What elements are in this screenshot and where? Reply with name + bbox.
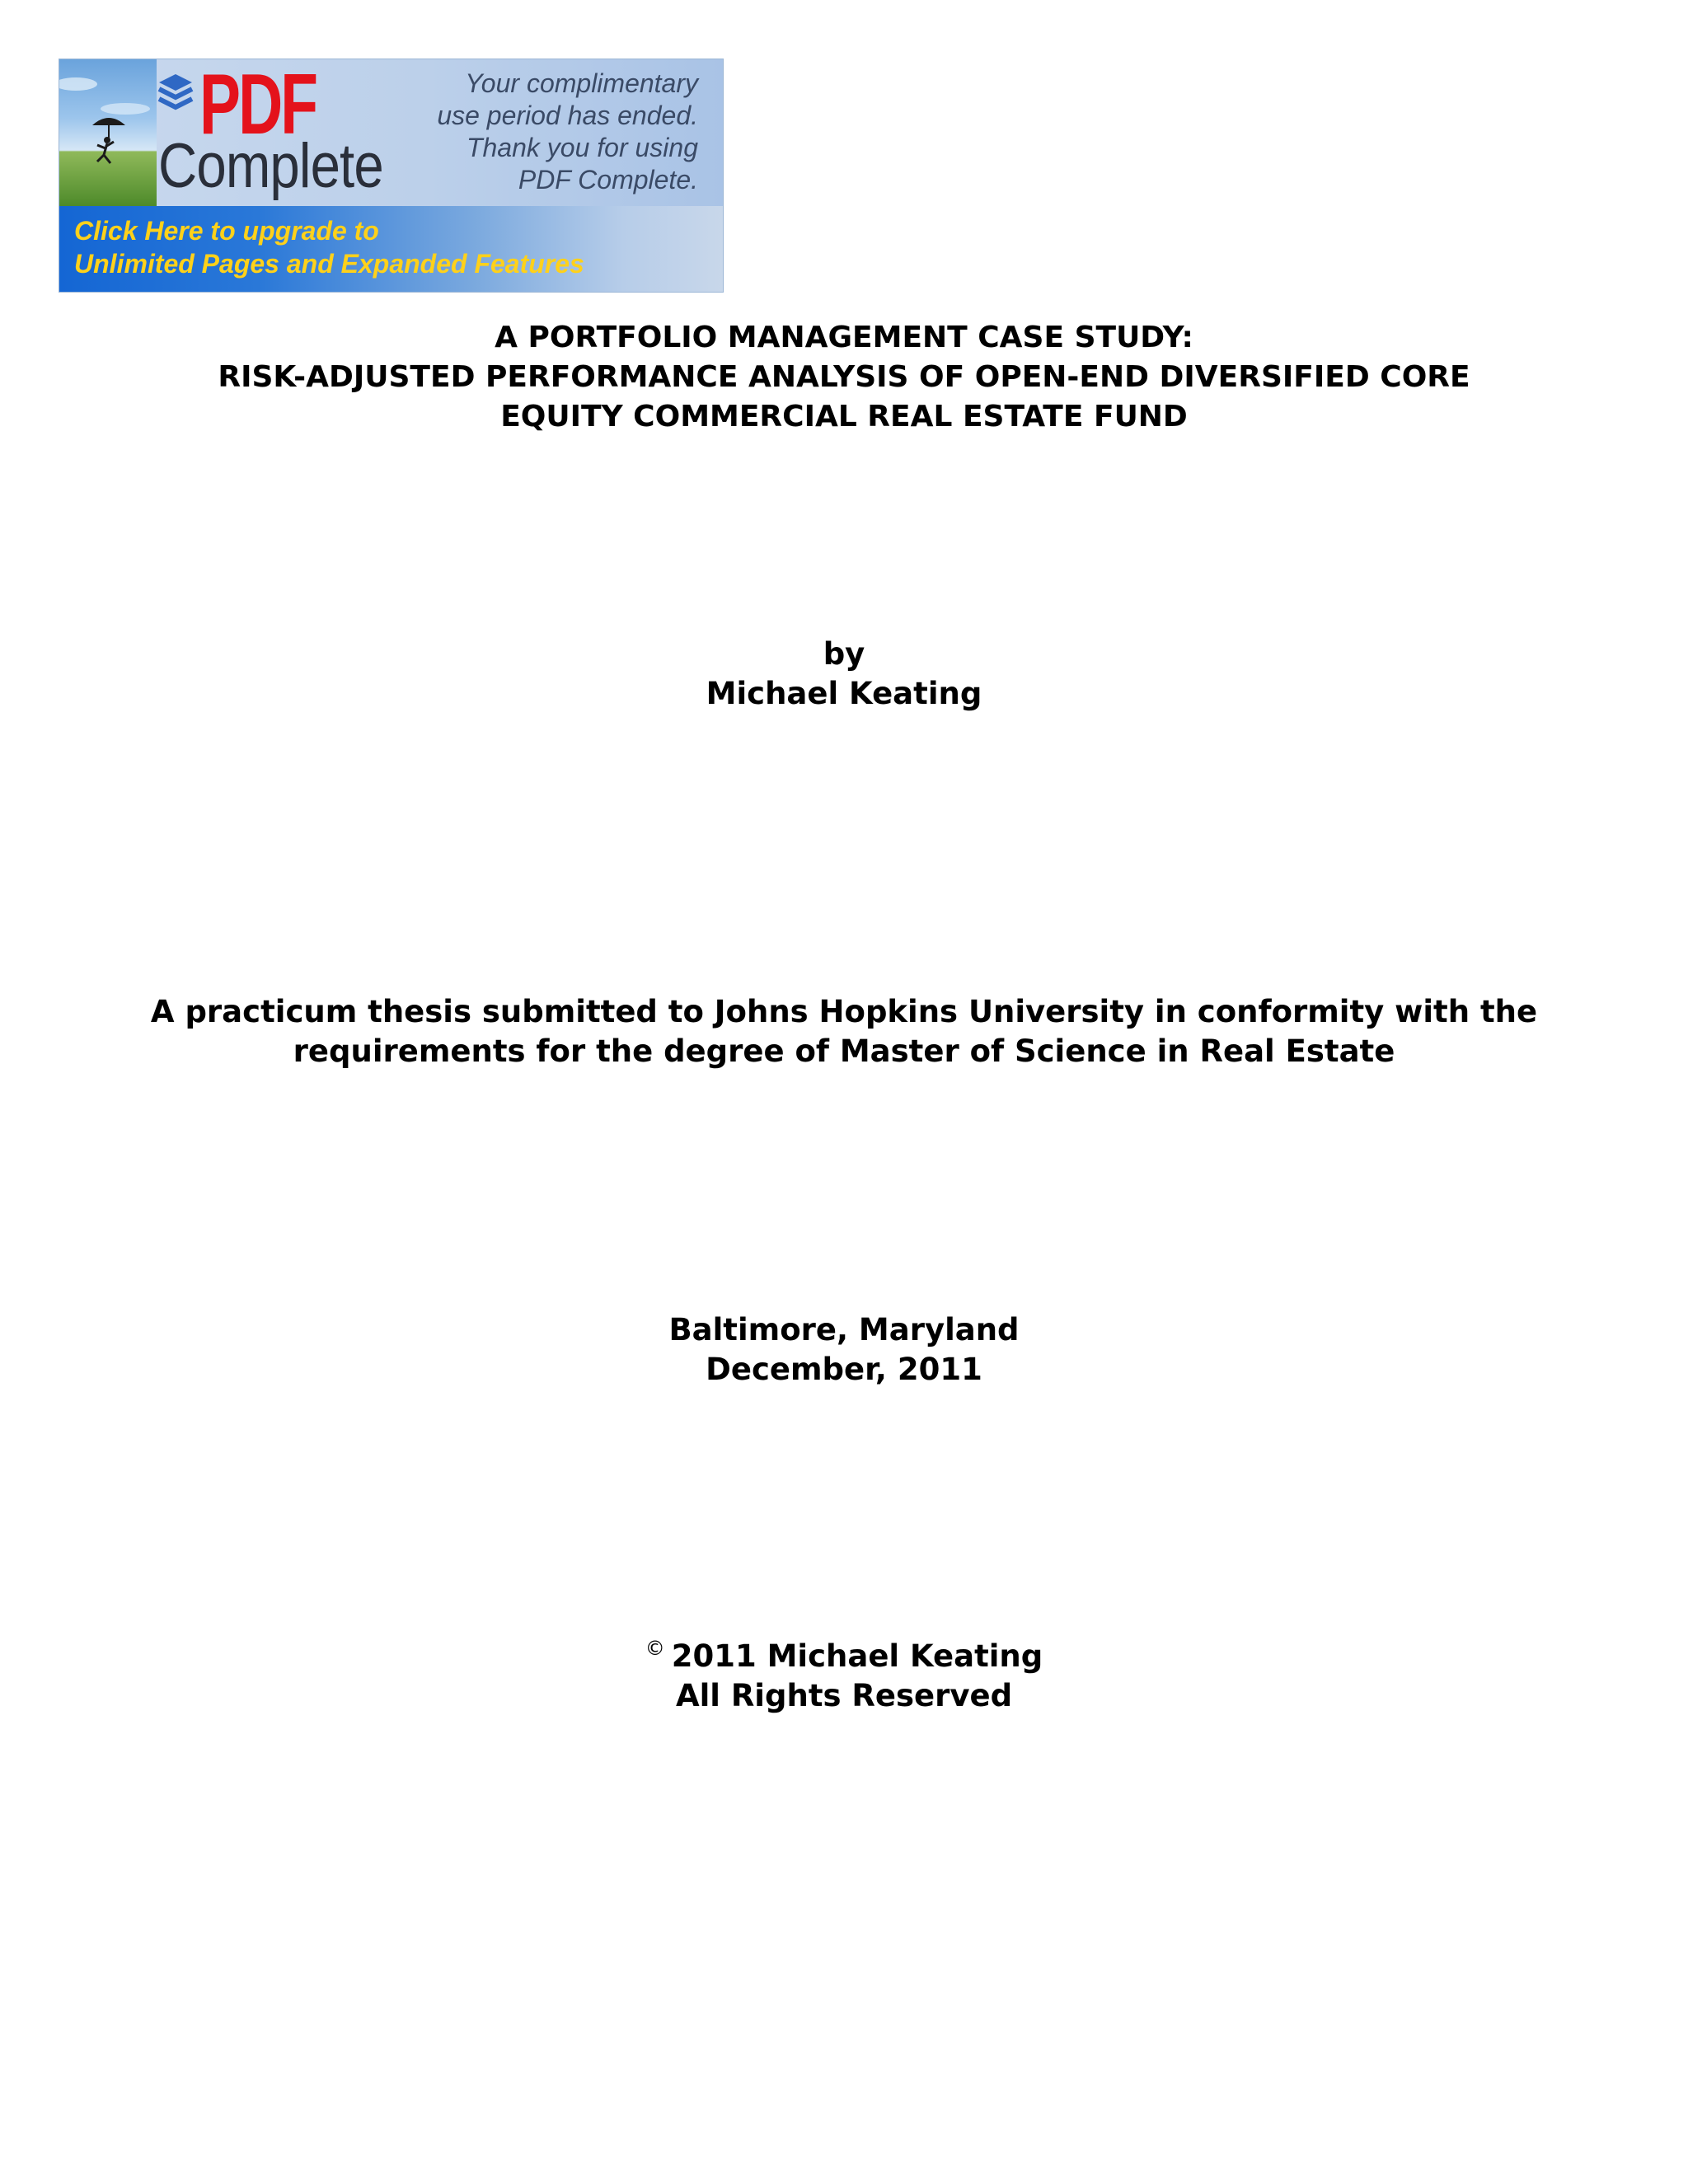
upgrade-link-text[interactable] bbox=[74, 214, 584, 280]
upgrade-link[interactable] bbox=[59, 206, 723, 292]
banner-header bbox=[59, 59, 723, 206]
place-and-date bbox=[0, 1310, 1688, 1390]
byline bbox=[0, 635, 1688, 714]
upgrade-link-line[interactable]: Unlimited Pages and Expanded Features bbox=[74, 249, 584, 279]
complete-logo-word: Complete bbox=[158, 131, 383, 201]
submission-line: requirements for the degree of Master of Science in Real Estate bbox=[293, 1033, 1395, 1069]
banner-message bbox=[401, 68, 698, 196]
umbrella-jumper-image bbox=[59, 59, 157, 206]
by-label: by bbox=[823, 636, 865, 672]
copyright-symbol: © bbox=[645, 1637, 665, 1660]
upgrade-banner[interactable] bbox=[59, 59, 723, 292]
author-name: Michael Keating bbox=[706, 676, 982, 711]
submission-line: A practicum thesis submitted to Johns Hopkins University in conformity with the bbox=[150, 994, 1538, 1029]
title-line: A PORTFOLIO MANAGEMENT CASE STUDY: bbox=[495, 321, 1193, 354]
pdf-logo-word: PDF bbox=[199, 59, 316, 152]
submission-statement bbox=[0, 992, 1688, 1071]
copyright-line bbox=[0, 1629, 1688, 1676]
title-line: RISK-ADJUSTED PERFORMANCE ANALYSIS OF OPEN-END DIVERSIFIED CORE bbox=[218, 360, 1470, 394]
banner-message-line: use period has ended. bbox=[437, 101, 698, 130]
rights-statement: All Rights Reserved bbox=[675, 1678, 1013, 1713]
banner-message-line: Your complimentary bbox=[465, 68, 698, 98]
upgrade-link-line[interactable]: Click Here to upgrade to bbox=[74, 216, 379, 246]
document-title bbox=[0, 318, 1688, 437]
title-line: EQUITY COMMERCIAL REAL ESTATE FUND bbox=[500, 400, 1188, 434]
location: Baltimore, Maryland bbox=[668, 1312, 1020, 1347]
copyright-block bbox=[0, 1629, 1688, 1716]
layers-icon bbox=[157, 71, 195, 120]
date: December, 2011 bbox=[706, 1352, 982, 1387]
banner-message-line: Thank you for using bbox=[466, 133, 698, 162]
banner-message-line: PDF Complete. bbox=[518, 165, 698, 194]
copyright-text: 2011 Michael Keating bbox=[671, 1638, 1043, 1674]
